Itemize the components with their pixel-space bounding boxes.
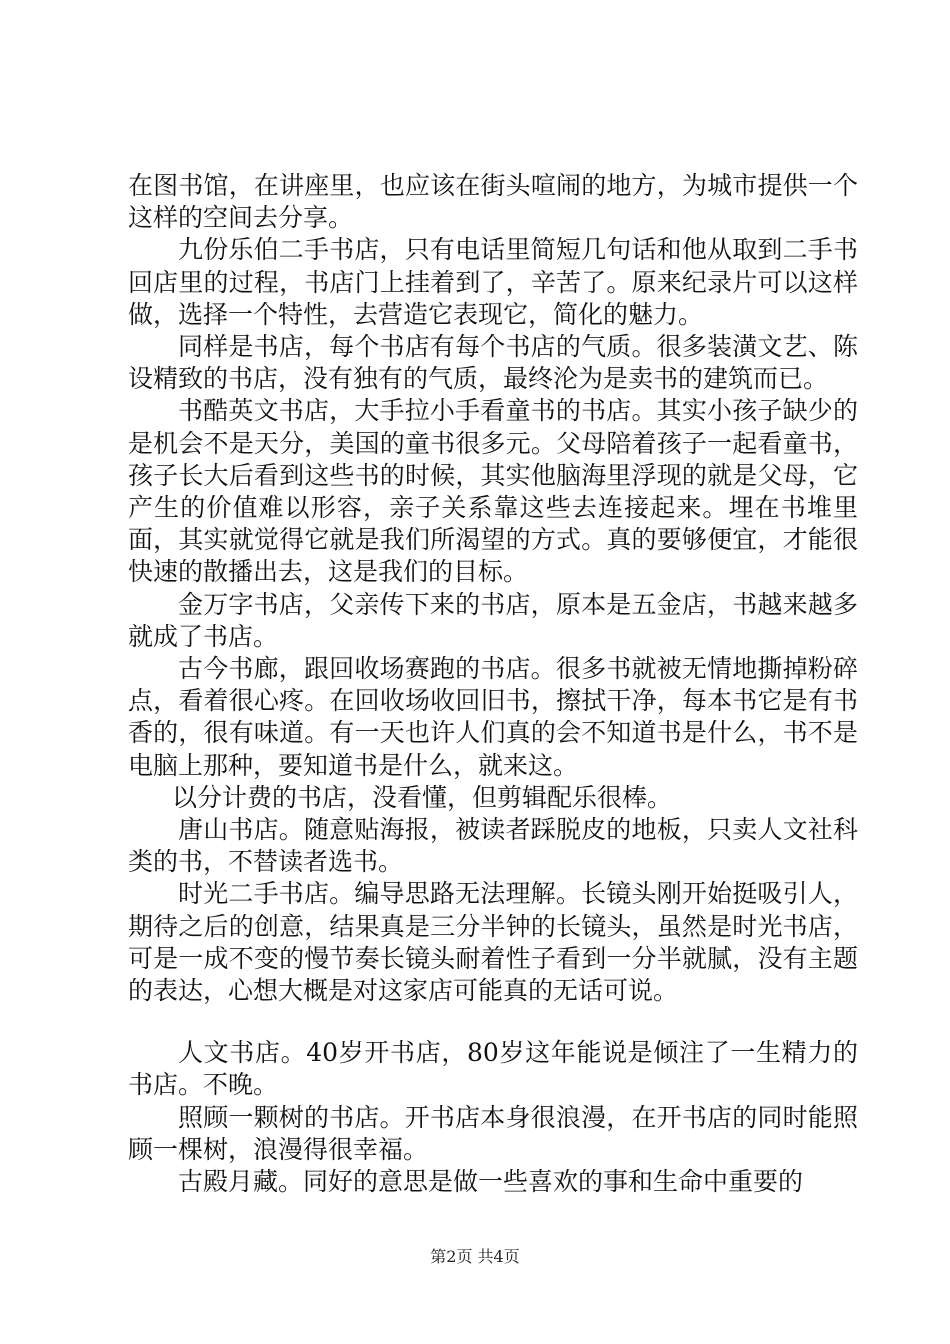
paragraph: 同样是书店，每个书店有每个书店的气质。很多装潢文艺、陈设精致的书店，没有独有的气质，最终沦为是卖书的建筑而已。 — [128, 332, 858, 394]
paragraph: 书酷英文书店，大手拉小手看童书的书店。其实小孩子缺少的是机会不是天分，美国的童书很多元。父母陪着孩子一起看童书，孩子长大后看到这些书的时候，其实他脑海里浮现的就是父母，它产生的价值难以形容，亲子关系靠这些去连接起来。埋在书堆里面，其实就觉得它就是我们所渴望的方式。真的要够便宜，才能很快速的散播出去，这是我们的目标。 — [128, 396, 858, 587]
paragraph: 人文书店。40岁开书店，80岁这年能说是倾注了一生精力的书店。不晚。 — [128, 1038, 858, 1100]
paragraph: 九份乐伯二手书店，只有电话里简短几句话和他从取到二手书回店里的过程，书店门上挂着到了，辛苦了。原来纪录片可以这样做，选择一个特性，去营造它表现它，简化的魅力。 — [128, 235, 858, 329]
paragraph: 古今书廊，跟回收场赛跑的书店。很多书就被无情地撕掉粉碎点，看着很心疼。在回收场收回旧书，擦拭干净，每本书它是有书香的，很有味道。有一天也许人们真的会不知道书是什么，书不是电脑上那种，要知道书是什么，就来这。 — [128, 654, 858, 780]
paragraph: 金万字书店，父亲传下来的书店，原本是五金店，书越来越多就成了书店。 — [128, 589, 858, 651]
paragraph: 唐山书店。随意贴海报，被读者踩脱皮的地板，只卖人文社科类的书，不替读者选书。 — [128, 815, 858, 877]
page-number-footer: 第2页 共4页 — [430, 1247, 520, 1266]
paragraph: 古殿月藏。同好的意思是做一些喜欢的事和生命中重要的 — [178, 1167, 804, 1197]
paragraph: 在图书馆，在讲座里，也应该在街头喧闹的地方，为城市提供一个这样的空间去分享。 — [128, 171, 858, 233]
body-text — [128, 170, 858, 1198]
paragraph: 以分计费的书店，没看懂，但剪辑配乐很棒。 — [172, 782, 673, 812]
paragraph: 照顾一颗树的书店。开书店本身很浪漫，在开书店的同时能照顾一棵树，浪漫得很幸福。 — [128, 1102, 858, 1164]
paragraph: 时光二手书店。编导思路无法理解。长镜头刚开始挺吸引人，期待之后的创意，结果真是三分半钟的长镜头，虽然是时光书店，可是一成不变的慢节奏长镜头耐着性子看到一分半就腻，没有主题的表达，心想大概是对这家店可能真的无话可说。 — [128, 879, 858, 1006]
